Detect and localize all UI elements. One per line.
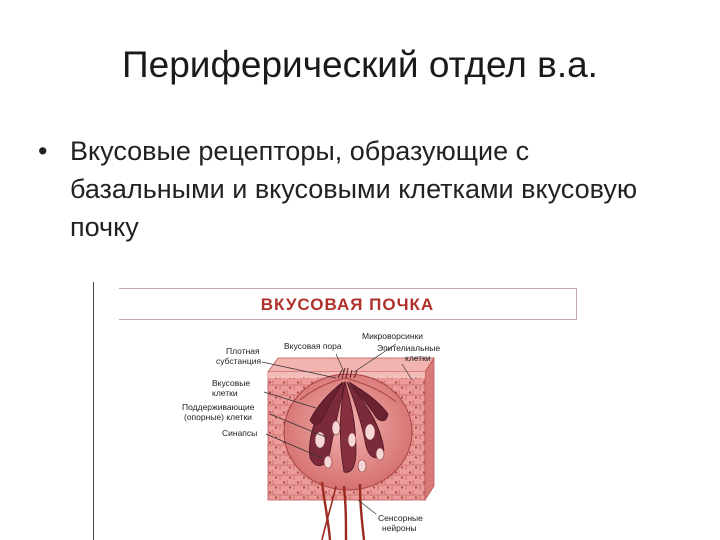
- page-title: Периферический отдел в.а.: [122, 44, 598, 85]
- label-microvilli: Микроворсинки: [362, 331, 424, 341]
- label-sensory-2: нейроны: [382, 523, 417, 533]
- bullet-text: Вкусовые рецепторы, образующие с базальными и вкусовыми клетками вкусовую почку: [70, 136, 638, 242]
- figure-banner-title: ВКУСОВАЯ ПОЧКА: [260, 295, 435, 314]
- bullet-marker: •: [38, 136, 48, 166]
- label-synapses: Синапсы: [222, 428, 258, 438]
- label-taste-pore: Вкусовая пора: [284, 341, 342, 351]
- label-epithelial-1: Эпителиальные: [377, 343, 441, 353]
- label-dense-1: Плотная: [226, 346, 260, 356]
- label-dense-2: субстанция: [216, 356, 262, 366]
- label-support-1: Поддерживающие: [182, 402, 255, 412]
- label-sensory-1: Сенсорные: [378, 513, 423, 523]
- label-taste-cells-2: клетки: [212, 388, 238, 398]
- label-epithelial-2: клетки: [405, 353, 431, 363]
- label-taste-cells-1: Вкусовые: [212, 378, 251, 388]
- label-support-2: (опорные) клетки: [184, 412, 252, 422]
